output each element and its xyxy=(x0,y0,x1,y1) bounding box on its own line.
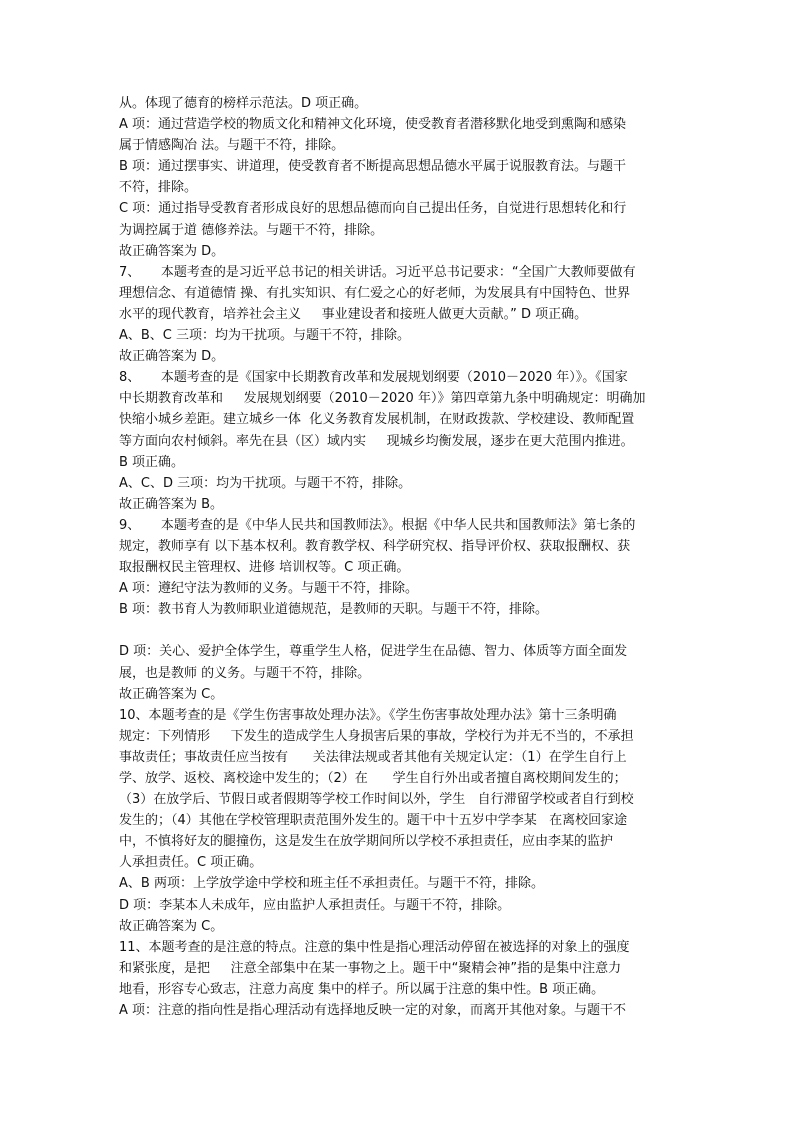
text-line: 不符，排除。 xyxy=(119,180,198,196)
text-line: A、B 两项：上学放学途中学校和班主任不承担责任。与题干不符，排除。 xyxy=(119,876,544,892)
text-line: 学、放学、返校、离校途中发生的；（2）在 学生自行外出或者擅自离校期间发生的； xyxy=(119,771,627,786)
text-line: A 项：通过营造学校的物质文化和精神文化环境，使受教育者潜移默化地受到熏陶和感染 xyxy=(119,117,627,133)
text-line: 发生的；（4）其他在学校管理职责范围外发生的。题干中十五岁中学李某 在离校回家途 xyxy=(119,813,628,829)
text-line: 故正确答案为 C。 xyxy=(119,918,224,934)
text-line: 10、本题考查的是《学生伤害事故处理办法》。《学生伤害事故处理办法》第十三条明确 xyxy=(119,707,617,723)
text-line: 故正确答案为 D。 xyxy=(119,243,225,259)
text-line: B 项：通过摆事实、讲道理，使受教育者不断提高思想品德水平属于说服教育法。与题干 xyxy=(119,159,627,175)
text-line: D 项：李某本人未成年，应由监护人承担责任。与题干不符，排除。 xyxy=(119,897,511,913)
text-line: 规定：下列情形 下发生的造成学生人身损害后果的事故，学校行为并无不当的，不承担 xyxy=(119,728,634,744)
text-line: 等方面向农村倾斜。率先在县（区）域内实 现城乡均衡发展，逐步在更大范围内推进。 xyxy=(119,433,634,449)
text-line: 属于情感陶冶 法。与题干不符，排除。 xyxy=(119,138,345,154)
text-line: 故正确答案为 B。 xyxy=(119,496,224,512)
text-line: 快缩小城乡差距。建立城乡一体 化义务教育发展机制，在财政拨款、学校建设、教师配置 xyxy=(119,412,635,428)
text-line: 取报酬权民主管理权、进修 培训权等。C 项正确。 xyxy=(119,560,410,576)
text-line: 7、 本题考查的是习近平总书记的相关讲话。习近平总书记要求：“全国广大教师要做有 xyxy=(119,264,636,280)
text-line: D 项：关心、爱护全体学生，尊重学生人格，促进学生在品德、智力、体质等方面全面发 xyxy=(119,644,628,660)
text-line: 中长期教育改革和 发展规划纲要（2010－2020 年）》第四章第九条中明确规定：明确加 xyxy=(119,391,646,407)
text-line: 理想信念、有道德情 操、有扎实知识、有仁爱之心的好老师，为发展具有中国特色、世界 xyxy=(119,285,631,301)
text-line: A、B、C 三项：均为干扰项。与题干不符，排除。 xyxy=(119,328,411,344)
text-line: 规定，教师享有 以下基本权利。教育教学权、科学研究权、指导评价权、获取报酬权、获 xyxy=(119,538,631,554)
text-line: （3）在放学后、节假日或者假期等学校工作时间以外，学生 自行滞留学校或者自行到校 xyxy=(119,792,634,808)
text-line: 故正确答案为 D。 xyxy=(119,349,225,365)
text-line: 故正确答案为 C。 xyxy=(119,686,224,702)
text-line: 8、 本题考查的是《国家中长期教育改革和发展规划纲要（2010－2020 年）》。《国家 xyxy=(119,370,628,386)
text-line: 人承担责任。C 项正确。 xyxy=(119,855,263,871)
text-line: 中，不慎将好友的腿撞伤，这是发生在放学期间所以学校不承担责任，应由李某的监护 xyxy=(119,834,614,850)
text-line: C 项：通过指导受教育者形成良好的思想品德而向自己提出任务，自觉进行思想转化和行 xyxy=(119,201,627,217)
text-line: 事故责任；事故责任应当按有 关法律法规或者其他有关规定认定：（1）在学生自行上 xyxy=(119,749,627,765)
text-line: 展，也是教师 的义务。与题干不符，排除。 xyxy=(119,665,371,681)
text-line: 水平的现代教育，培养社会主义 事业建设者和接班人做更大贡献。” D 项正确。 xyxy=(119,306,588,322)
text-line: B 项：教书育人为教师职业道德规范，是教师的天职。与题干不符，排除。 xyxy=(119,602,549,618)
text-line: A 项：遵纪守法为教师的义务。与题干不符，排除。 xyxy=(119,581,419,597)
text-line: 为调控属于道 德修养法。与题干不符，排除。 xyxy=(119,222,384,238)
blank-line xyxy=(119,620,679,641)
text-line: 从。体现了德育的榜样示范法。D 项正确。 xyxy=(119,96,368,111)
text-line: 11、本题考查的是注意的特点。注意的集中性是指心理活动停留在被选择的对象上的强度 xyxy=(119,939,630,955)
text-line: 9、 本题考查的是《中华人民共和国教师法》。根据《中华人民共和国教师法》第七条的 xyxy=(119,517,636,533)
document-page xyxy=(119,93,679,1021)
text-line: 和紧张度，是把 注意全部集中在某一事物之上。题干中“聚精会神”指的是集中注意力 xyxy=(119,960,622,976)
text-line: 地看，形容专心致志，注意力高度 集中的样子。所以属于注意的集中性。B 项正确。 xyxy=(119,981,605,997)
text-line: A 项：注意的指向性是指心理活动有选择地反映一定的对象，而离开其他对象。与题干不 xyxy=(119,1003,627,1019)
text-line: B 项正确。 xyxy=(119,454,185,470)
text-line: A、C、D 三项：均为干扰项。与题干不符，排除。 xyxy=(119,475,412,491)
